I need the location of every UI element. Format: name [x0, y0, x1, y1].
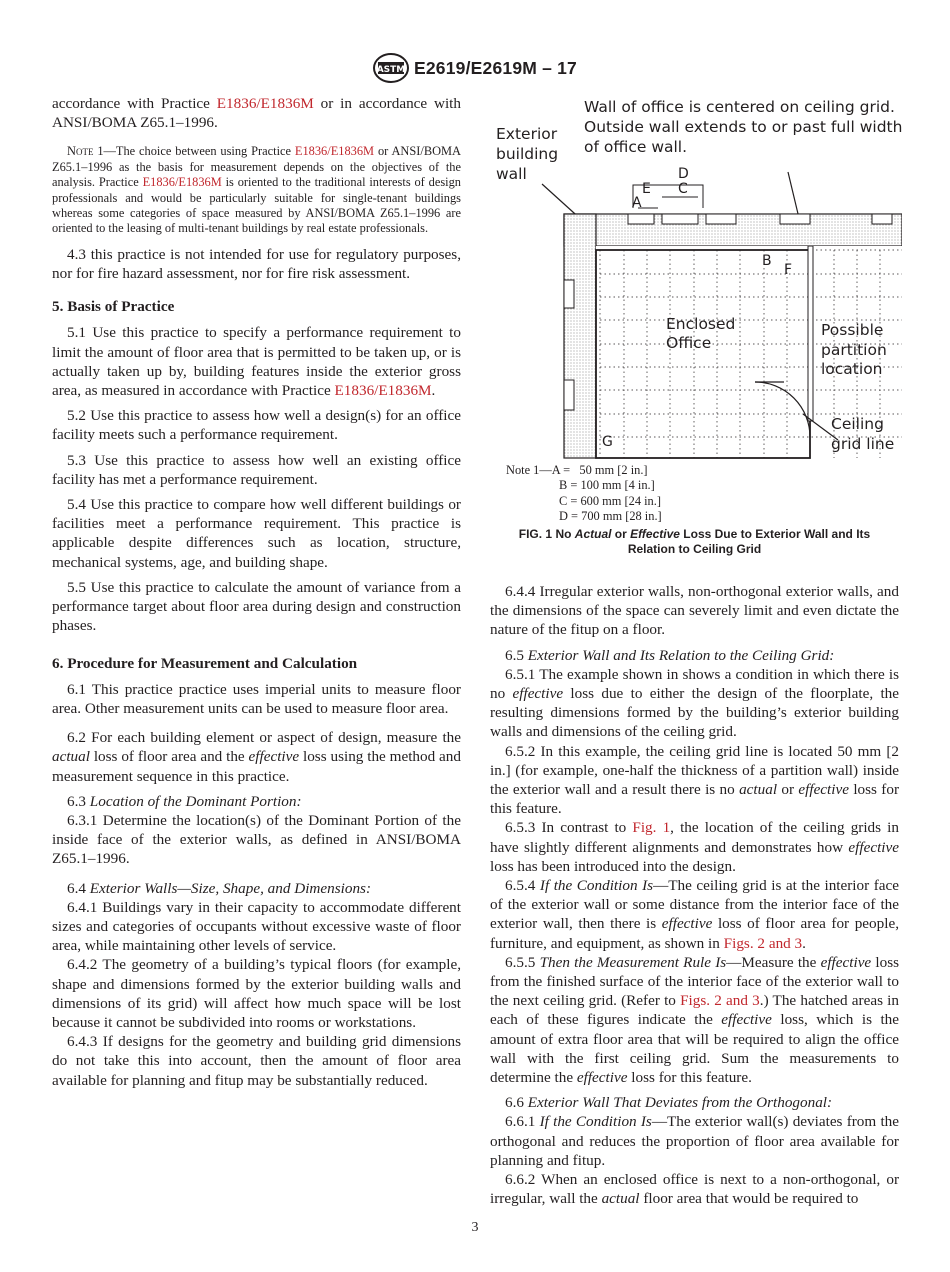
dimension-B: B [762, 253, 772, 269]
paragraph-6-5-5: 6.5.5 Then the Measurement Rule Is—Measure the effective loss from the finished surface of the interior face of the exterior wall to the next ceiling grid. (Refer to Figs. 2 and 3.) The hatched areas in each of these figures indicate the effective loss, which is the amount of extra floor area that will be required to align the office wall with the first ceiling grid. Sum the measurements to determine the effective loss for this feature. [490, 953, 900, 1087]
enclosed-label-line-2: Office [666, 334, 712, 352]
e1836-link[interactable]: E1836/E1836M [334, 382, 432, 400]
partition-label-line-1: Possible [821, 321, 884, 339]
figure-note-line: B = 100 mm [4 in.] [559, 478, 655, 493]
partition-wall [808, 246, 813, 421]
paragraph-6-4-1: 6.4.1 Buildings vary in their capacity to accommodate different sizes and categories of occupants without excessive waste of floor area, while maintaining other levels of service. [52, 898, 461, 955]
left-exterior-wall [564, 214, 596, 458]
fig-1-link[interactable]: Fig. 1 [632, 819, 671, 837]
svg-text:ASTM: ASTM [376, 65, 406, 75]
enclosed-label-line-1: Enclosed [666, 315, 736, 333]
paragraph-6-4-4: 6.4.4 Irregular exterior walls, non-orthogonal exterior walls, and the dimensions of the space can severely limit and even dictate the nature of the fitup on a floor. [490, 583, 899, 639]
paragraph-6-5-3: 6.5.3 In contrast to Fig. 1, the location of the ceiling grids in have slightly different alignments and demonstrates how effective loss has been introduced into the design. [490, 819, 899, 875]
paragraph-5-5: 5.5 Use this practice to calculate the amount of variance from a performance target about floor area during design and construction phases. [52, 578, 461, 635]
left-column [52, 94, 461, 1090]
paragraph-6-5: 6.5 Exterior Wall and Its Relation to the Ceiling Grid: [505, 646, 835, 664]
paragraph-6-3: 6.3 Location of the Dominant Portion: [67, 792, 302, 810]
ceiling-label-line-1: Ceiling [831, 415, 884, 433]
figs-2-3-link[interactable]: Figs. 2 and 3 [680, 992, 760, 1010]
exterior-label-line-1: Exterior [496, 125, 558, 143]
dimension-D: D [678, 166, 689, 182]
exterior-label-line-3: wall [496, 165, 527, 183]
dimension-A: A [632, 195, 642, 211]
section-5-heading: 5. Basis of Practice [52, 298, 175, 316]
paragraph-6-6: 6.6 Exterior Wall That Deviates from the Orthogonal: [505, 1094, 833, 1112]
paragraph-6-5-2: 6.5.2 In this example, the ceiling grid line is located 50 mm [2 in.] (for example, one-half the thickness of a partition wall) inside the exterior wall and a result there is no actual or effective loss for this feature. [490, 742, 900, 818]
exterior-label-line-2: building [496, 145, 559, 163]
e1836-link[interactable]: E1836/E1836M [294, 144, 375, 159]
figure-title-line-3: of office wall. [584, 138, 688, 156]
figure-1-diagram [492, 92, 902, 460]
paragraph-6-4: 6.4 Exterior Walls—Size, Shape, and Dimensions: [67, 879, 372, 897]
paragraph-6-6-1: 6.6.1 If the Condition Is—The exterior wall(s) deviates from the orthogonal and reduces the proportion of floor area available for planning and fitup. [490, 1113, 899, 1169]
figure-note-line: C = 600 mm [24 in.] [559, 493, 661, 508]
astm-logo-icon [372, 52, 410, 84]
paragraph-intro: accordance with Practice E1836/E1836M or in accordance with ANSI/BOMA Z65.1–1996. [52, 95, 461, 132]
partition-label-line-2: partition [821, 341, 887, 359]
e1836-link[interactable]: E1836/E1836M [142, 175, 222, 190]
dimension-G: G [602, 434, 613, 450]
paragraph-6-1: 6.1 This practice practice uses imperial units to measure floor area. Other measurement units can be used to measure floor area. [52, 680, 461, 717]
figure-caption: FIG. 1 No Actual or Effective Loss Due to Exterior Wall and Its Relation to Ceiling Grid [518, 527, 871, 556]
paragraph-5-1: 5.1 Use this practice to specify a performance requirement to limit the amount of floor area that is permitted to be taken up, or is actually taken up by, building features inside the exterior gross area, as measured in accordance with Practice E1836/E1836M. [52, 324, 461, 400]
paragraph-6-5-1: 6.5.1 The example shown in shows a condition in which there is no effective loss due to either the design of the floorplate, the resulting dimensions formed by the building’s exterior building walls and dimensions of the ceiling grid. [490, 665, 900, 741]
partition-label-line-3: location [821, 360, 883, 378]
dimension-F: F [784, 262, 793, 278]
paragraph-6-5-4: 6.5.4 If the Condition Is—The ceiling grid is at the interior face of the exterior wall or some distance from the interior face of the exterior wall, then there is effective loss of floor area for people, furniture, and equipment, as shown in Figs. 2 and 3. [490, 877, 899, 952]
page-number: 3 [471, 1220, 479, 1235]
figure-title-line-1: Wall of office is centered on ceiling grid. [584, 98, 895, 116]
paragraph-5-3: 5.3 Use this practice to assess how well an existing office facility has met a performance requirement. [52, 451, 461, 488]
note-1: Note 1—The choice between using Practice E1836/E1836M or ANSI/BOMA Z65.1–1996 as the basis for measurement depends on the objectives of the analysis. Practice E1836/E1836M is oriented to the traditional interests of design professionals and would be particularly suitable for single-tenant buildings whereas some categories of space measured by ANSI/BOMA Z65.1–1996 are oriented to the leasing of multi-tenant buildings by real estate professionals. [52, 144, 461, 236]
paragraph-6-6-2: 6.6.2 When an enclosed office is next to a non-orthogonal, or irregular, wall the actual floor area that would be required to [490, 1171, 899, 1208]
dimension-C: C [678, 181, 688, 197]
figure-note-line: D = 700 mm [28 in.] [559, 509, 662, 524]
figs-2-3-link[interactable]: Figs. 2 and 3 [723, 934, 803, 952]
paragraph-4-3: 4.3 this practice is not intended for use for regulatory purposes, nor for fire hazard assessment, nor for fire risk assessment. [52, 245, 461, 283]
paragraph-5-4: 5.4 Use this practice to compare how well different buildings or facilities meet a performance requirement. This practice is applicable despite differences such as location, structure, mechanical systems, age, and building shape. [52, 496, 461, 571]
paragraph-6-4-2: 6.4.2 The geometry of a building’s typical floors (for example, shape and dimensions formed by the exterior building walls and dimensions of its grid) will affect how much space will be lost because it cannot be subdivided into rooms or workstations. [52, 956, 461, 1031]
right-column [490, 582, 899, 1209]
page-header [0, 52, 950, 86]
section-6-heading: 6. Procedure for Measurement and Calculation [52, 654, 358, 672]
paragraph-6-4-3: 6.4.3 If designs for the geometry and building grid dimensions do not take this into account, then the amount of floor area available for planning and fitup may be substantially reduced. [52, 1033, 461, 1089]
e1836-link[interactable]: E1836/E1836M [216, 95, 314, 112]
ceiling-label-line-2: grid line [831, 435, 895, 453]
standard-designation: E2619/E2619M – 17 [414, 58, 577, 78]
figure-note-line: Note 1—A = 50 mm [2 in.] [506, 463, 648, 477]
paragraph-5-2: 5.2 Use this practice to assess how well a design(s) for an office facility meets such a performance requirement. [52, 407, 461, 444]
figure-title-line-2: Outside wall extends to or past full width [584, 118, 902, 136]
paragraph-6-2: 6.2 For each building element or aspect of design, measure the actual loss of floor area and the effective loss using the method and measurement sequence in this practice. [52, 729, 461, 785]
paragraph-6-3-1: 6.3.1 Determine the location(s) of the Dominant Portion of the inside face of the exterior walls, as defined in ANSI/BOMA Z65.1–1996. [52, 811, 461, 868]
dimension-E: E [642, 181, 651, 197]
figure-note [506, 463, 662, 525]
